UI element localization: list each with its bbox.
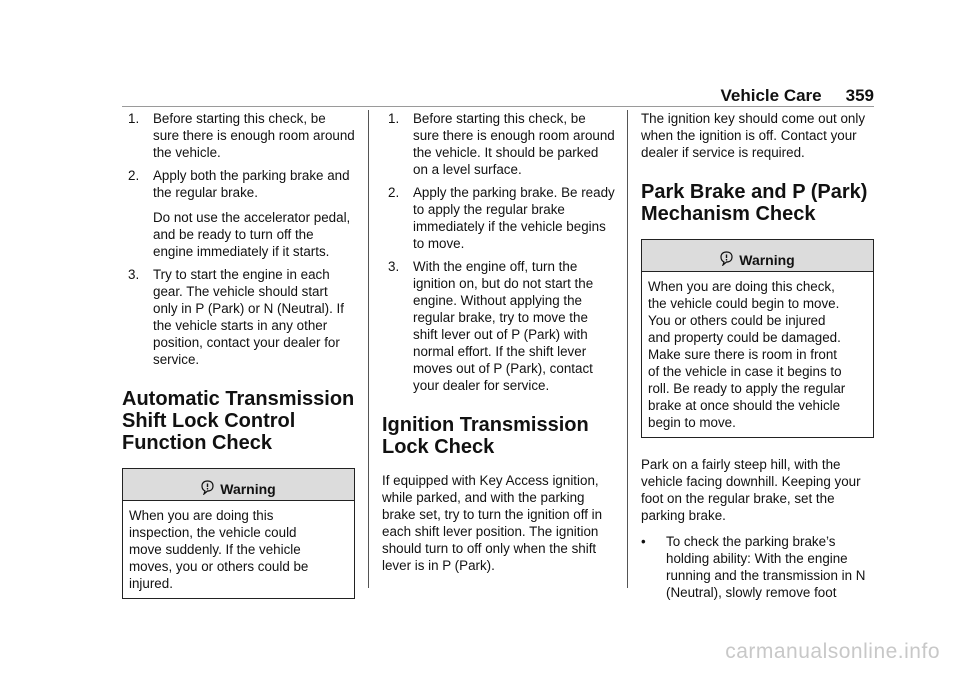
warning-line: inspection, the vehicle could <box>129 525 297 540</box>
warning-header <box>642 240 873 272</box>
step-text: Apply both the parking brake and the regular brake. <box>153 168 350 200</box>
bullet-text: To check the parking brake’s holding ability: With the engine running and the transmission in N (Neutral), slowly remove foot <box>666 534 866 600</box>
warning-line: move suddenly. If the vehicle <box>129 542 301 557</box>
warning-body <box>642 272 873 437</box>
warning-box <box>641 239 874 438</box>
intro-paragraph: The ignition key should come out only when the ignition is off. Contact your dealer if service is required. <box>641 111 866 160</box>
column-divider-1 <box>368 110 369 588</box>
body-paragraph: Park on a fairly steep hill, with the vehicle facing downhill. Keeping your foot on the regular brake, set the parking brake. <box>641 457 861 523</box>
warning-line: When you are doing this <box>129 508 274 523</box>
list-item <box>382 258 615 394</box>
warning-icon <box>720 251 733 269</box>
steps-list <box>382 110 615 394</box>
step-note: Do not use the accelerator pedal, and be ready to turn off the engine immediately if it starts. <box>153 210 351 259</box>
warning-header <box>123 469 354 501</box>
step-number: 2. <box>128 168 140 183</box>
step-number: 3. <box>388 259 400 274</box>
warning-title: Warning <box>739 252 795 268</box>
step-text: Try to start the engine in each gear. The vehicle should start only in P (Park) or N (Neutral). If the vehicle starts in any other position, contact your dealer for service. <box>153 267 344 367</box>
list-item <box>122 167 355 260</box>
column-1 <box>122 110 355 599</box>
section-heading: Park Brake and P (Park) Mechanism Check <box>641 181 868 225</box>
step-number: 1. <box>388 111 400 126</box>
section-heading: Automatic Transmission Shift Lock Control Function Check <box>122 388 355 454</box>
step-text: Before starting this check, be sure there is enough room around the vehicle. It should be parked on a level surface. <box>413 111 615 177</box>
step-text: Before starting this check, be sure there is enough room around the vehicle. <box>153 111 355 160</box>
warning-line: Make sure there is room in front <box>648 347 838 362</box>
warning-line: begin to move. <box>648 415 736 430</box>
page-number: 359 <box>845 86 874 105</box>
step-number: 1. <box>128 111 140 126</box>
warning-line: When you are doing this check, <box>648 279 835 294</box>
warning-line: of the vehicle in case it begins to <box>648 364 842 379</box>
page-header <box>721 86 875 106</box>
warning-line: moves, you or others could be <box>129 559 309 574</box>
steps-list <box>122 110 355 368</box>
column-3 <box>641 110 874 601</box>
list-item <box>382 110 615 178</box>
section-heading: Ignition Transmission Lock Check <box>382 414 589 458</box>
warning-line: and property could be damaged. <box>648 330 841 345</box>
section-title: Vehicle Care <box>720 86 822 105</box>
warning-icon <box>201 480 214 498</box>
step-text: With the engine off, turn the ignition on, but do not start the engine. Without applying the regular brake, try to move the shift lever out of P (Park) with normal effort. If the shift lever moves out of P (Park), contact your dealer for service. <box>413 259 594 393</box>
step-number: 3. <box>128 267 140 282</box>
body-paragraph: If equipped with Key Access ignition, while parked, and with the parking brake set, try to turn the ignition off in each shift lever position. The ignition should turn to off only when the shift lever is in P (Park). <box>382 473 603 573</box>
column-divider-2 <box>627 110 628 588</box>
bullet-marker: • <box>641 534 646 549</box>
list-item <box>382 184 615 252</box>
warning-body <box>123 501 354 598</box>
warning-line: You or others could be injured <box>648 313 826 328</box>
warning-line: injured. <box>129 576 173 591</box>
warning-line: the vehicle could begin to move. <box>648 296 840 311</box>
list-item <box>122 266 355 368</box>
header-divider <box>122 106 874 107</box>
warning-line: roll. Be ready to apply the regular <box>648 381 846 396</box>
watermark: carmanualsonline.info <box>725 640 940 663</box>
warning-line: brake at once should the vehicle <box>648 398 841 413</box>
bullet-item <box>641 533 874 601</box>
list-item <box>122 110 355 161</box>
warning-box <box>122 468 355 599</box>
column-2 <box>382 110 615 583</box>
step-number: 2. <box>388 185 400 200</box>
warning-title: Warning <box>220 481 276 497</box>
step-text: Apply the parking brake. Be ready to apply the regular brake immediately if the vehicle begins to move. <box>413 185 615 251</box>
